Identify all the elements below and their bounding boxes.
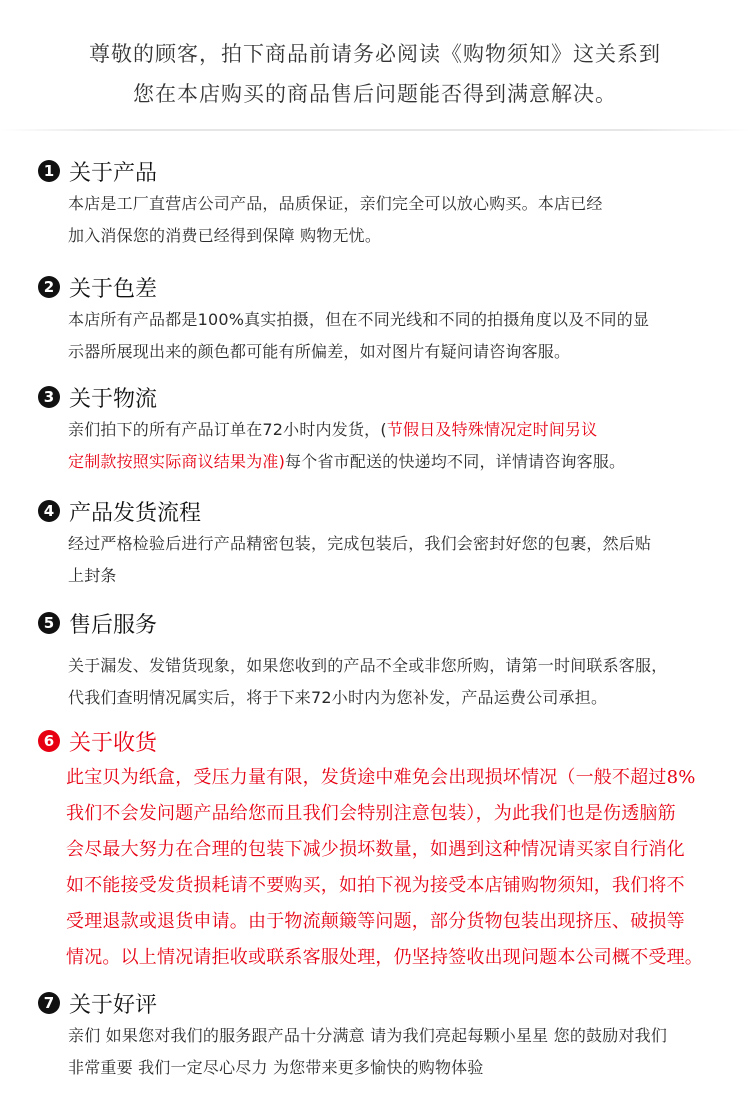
section-text-line (68, 446, 728, 478)
number-3-badge: 3 (38, 386, 60, 408)
section-text-line: 关于漏发、发错货现象，如果您收到的产品不全或非您所购，请第一时间联系客服， (68, 656, 668, 675)
section-title: 关于收货 (69, 730, 158, 756)
section-text-line: 代我们查明情况属实后，将于下来72小时内为您补发，产品运费公司承担。 (68, 688, 608, 707)
section-text-line: 示器所展现出来的颜色都可能有所偏差，如对图片有疑问请咨询客服。 (68, 342, 571, 361)
section-title: 关于色差 (69, 276, 158, 302)
section-body (68, 528, 728, 592)
section-body (68, 414, 728, 478)
section-shipping-process (38, 494, 728, 592)
section-about-color-difference (38, 270, 728, 368)
section-text-line: 此宝贝为纸盒，受压力量有限，发货途中难免会出现损坏情况（一般不超过8% (66, 767, 696, 788)
section-body (68, 188, 728, 252)
section-text-line (68, 414, 728, 446)
section-after-sales-service (38, 606, 728, 714)
section-text-line: 本店是工厂直营店公司产品，品质保证，亲们完全可以放心购买。本店已经 (68, 194, 603, 213)
section-body (68, 650, 728, 714)
section-body (68, 1020, 728, 1084)
section-text-line: 受理退款或退货申请。由于物流颠簸等问题，部分货物包装出现挤压、破损等 (66, 911, 685, 932)
courier-info-text: 每个省市配送的快递均不同，详情请咨询客服。 (285, 452, 626, 471)
section-about-receiving (38, 724, 728, 976)
section-text-line: 如不能接受发货损耗请不要购买，如拍下视为接受本店铺购物须知，我们将不 (66, 875, 685, 896)
section-text-line: 非常重要 我们一定尽心尽力 为您带来更多愉快的购物体验 (68, 1058, 484, 1077)
section-about-product (38, 154, 728, 252)
number-4-badge: 4 (38, 500, 60, 522)
number-1-badge: 1 (38, 160, 60, 182)
section-text-line: 会尽最大努力在合理的包装下减少损坏数量，如遇到这种情况请买家自行消化 (66, 839, 685, 860)
shipping-time-text: 亲们拍下的所有产品订单在72小时内发货，( (68, 420, 387, 439)
section-title: 产品发货流程 (69, 500, 202, 526)
section-about-reviews (38, 986, 728, 1084)
number-5-badge: 5 (38, 612, 60, 634)
section-about-logistics (38, 380, 728, 478)
number-6-badge: 6 (38, 730, 60, 752)
section-text-line: 经过严格检验后进行产品精密包装，完成包装后，我们会密封好您的包裹，然后贴 (68, 534, 652, 553)
intro-notice (0, 34, 750, 114)
number-2-badge: 2 (38, 276, 60, 298)
section-text-line: 上封条 (68, 566, 117, 585)
section-title: 关于物流 (69, 386, 158, 412)
section-title: 售后服务 (69, 612, 158, 638)
number-7-badge: 7 (38, 992, 60, 1014)
intro-divider (0, 129, 750, 131)
section-text-line: 亲们 如果您对我们的服务跟产品十分满意 请为我们亮起每颗小星星 您的鼓励对我们 (68, 1026, 668, 1045)
section-title: 关于产品 (69, 160, 158, 186)
section-text-line: 我们不会发问题产品给您而且我们会特别注意包装），为此我们也是伤透脑筋 (66, 803, 676, 824)
section-title: 关于好评 (69, 992, 158, 1018)
section-text-line: 加入消保您的消费已经得到保障 购物无忧。 (68, 226, 382, 245)
intro-line-2: 您在本店购买的商品售后问题能否得到满意解决。 (133, 82, 617, 106)
intro-line-1: 尊敬的顾客，拍下商品前请务必阅读《购物须知》这关系到 (89, 42, 661, 66)
section-text-line: 情况。以上情况请拒收或联系客服处理，仍坚持签收出现问题本公司概不受理。 (66, 947, 703, 968)
section-body (68, 304, 728, 368)
section-body (66, 760, 728, 976)
custom-order-note-text: 定制款按照实际商议结果为准) (68, 452, 286, 471)
section-text-line: 本店所有产品都是100%真实拍摄，但在不同光线和不同的拍摄角度以及不同的显 (68, 310, 650, 329)
holiday-note-text: 节假日及特殊情况定时间另议 (386, 420, 598, 439)
